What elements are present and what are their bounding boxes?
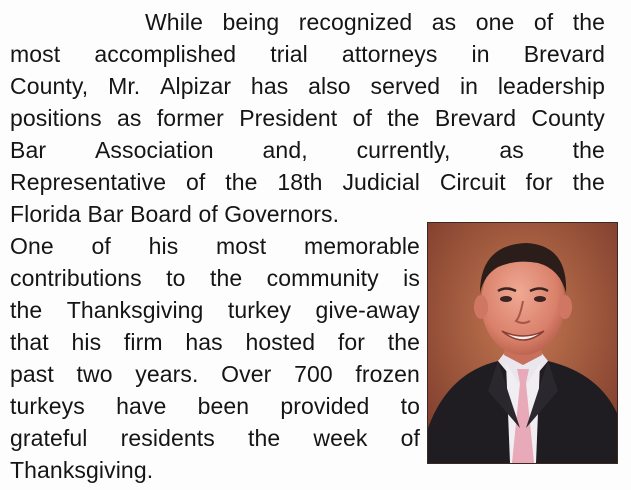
word: been (197, 393, 250, 419)
text-line (10, 134, 605, 166)
word: community (266, 265, 379, 291)
word: President (239, 105, 338, 131)
word: past (10, 361, 54, 387)
word: is (403, 265, 420, 291)
word: give-away (315, 297, 420, 323)
word: most (10, 41, 61, 67)
word: have (116, 393, 167, 419)
word: also (308, 73, 351, 99)
word: has (250, 73, 289, 99)
word: of (185, 169, 206, 195)
word: of (400, 425, 420, 451)
ear-left (474, 295, 488, 319)
word: County (531, 105, 605, 131)
word: leadership (497, 73, 605, 99)
text-line: Thanksgiving. (10, 457, 154, 483)
word: grateful (10, 425, 88, 451)
word: One (10, 233, 54, 259)
word: recognized (298, 9, 413, 35)
word: Brevard (523, 41, 605, 67)
text-line (10, 358, 420, 390)
portrait-illustration (428, 223, 617, 463)
word: turkeys (10, 393, 85, 419)
word: Bar (10, 137, 47, 163)
ear-right (558, 295, 572, 319)
word: 18th (277, 169, 323, 195)
word: the (225, 169, 258, 195)
word: has (185, 329, 223, 355)
word: Mr. (108, 73, 141, 99)
word: the (10, 297, 43, 323)
word: hosted (245, 329, 316, 355)
word: for (525, 169, 553, 195)
word: Thanksgiving (66, 297, 204, 323)
word: to (166, 265, 186, 291)
text-line (10, 262, 420, 294)
eye-right (534, 296, 546, 302)
word: provided (280, 393, 370, 419)
word: that (10, 329, 49, 355)
word: Alpizar (160, 73, 232, 99)
word: former (156, 105, 224, 131)
word: the (572, 9, 605, 35)
word: 700 (294, 361, 333, 387)
text-line (145, 6, 605, 38)
text-line (10, 102, 605, 134)
word: of (352, 105, 372, 131)
word: being (222, 9, 280, 35)
word: Judicial (342, 169, 420, 195)
text-line (10, 38, 605, 70)
text-line (10, 390, 420, 422)
word: While (145, 9, 204, 35)
text-line (10, 230, 420, 262)
word: for (337, 329, 365, 355)
word: Association (94, 137, 214, 163)
word: most (216, 233, 267, 259)
word: of (533, 9, 554, 35)
word: memorable (304, 233, 420, 259)
word: as (117, 105, 142, 131)
word: as (431, 9, 457, 35)
portrait-photo (427, 222, 618, 464)
word: the (572, 169, 605, 195)
word: week (313, 425, 368, 451)
word: years. (135, 361, 199, 387)
word: positions (10, 105, 102, 131)
text-line (10, 294, 420, 326)
word: Representative (10, 169, 167, 195)
word: residents (120, 425, 215, 451)
text-line: Florida Bar Board of Governors. (10, 201, 340, 227)
word: the (387, 329, 420, 355)
word: in (471, 41, 490, 67)
word: as (499, 137, 524, 163)
word: contributions (10, 265, 142, 291)
word: the (572, 137, 605, 163)
word: currently, (356, 137, 451, 163)
word: his (148, 233, 179, 259)
word: the (247, 425, 281, 451)
word: his (71, 329, 102, 355)
word: trial (270, 41, 308, 67)
word: of (91, 233, 111, 259)
text-line (10, 166, 605, 198)
word: two (76, 361, 113, 387)
text-line (10, 422, 420, 454)
text-line (10, 326, 420, 358)
word: served (370, 73, 441, 99)
text-line (10, 70, 605, 102)
word: turkey (227, 297, 292, 323)
word: to (400, 393, 420, 419)
word: attorneys (341, 41, 438, 67)
word: accomplished (94, 41, 237, 67)
word: the (387, 105, 420, 131)
word: Over (221, 361, 272, 387)
word: firm (123, 329, 163, 355)
word: Brevard (434, 105, 517, 131)
eye-left (500, 296, 512, 302)
word: County, (10, 73, 89, 99)
word: the (209, 265, 243, 291)
word: Circuit (439, 169, 506, 195)
word: and, (262, 137, 308, 163)
word: one (475, 9, 515, 35)
word: in (459, 73, 479, 99)
word: frozen (355, 361, 420, 387)
